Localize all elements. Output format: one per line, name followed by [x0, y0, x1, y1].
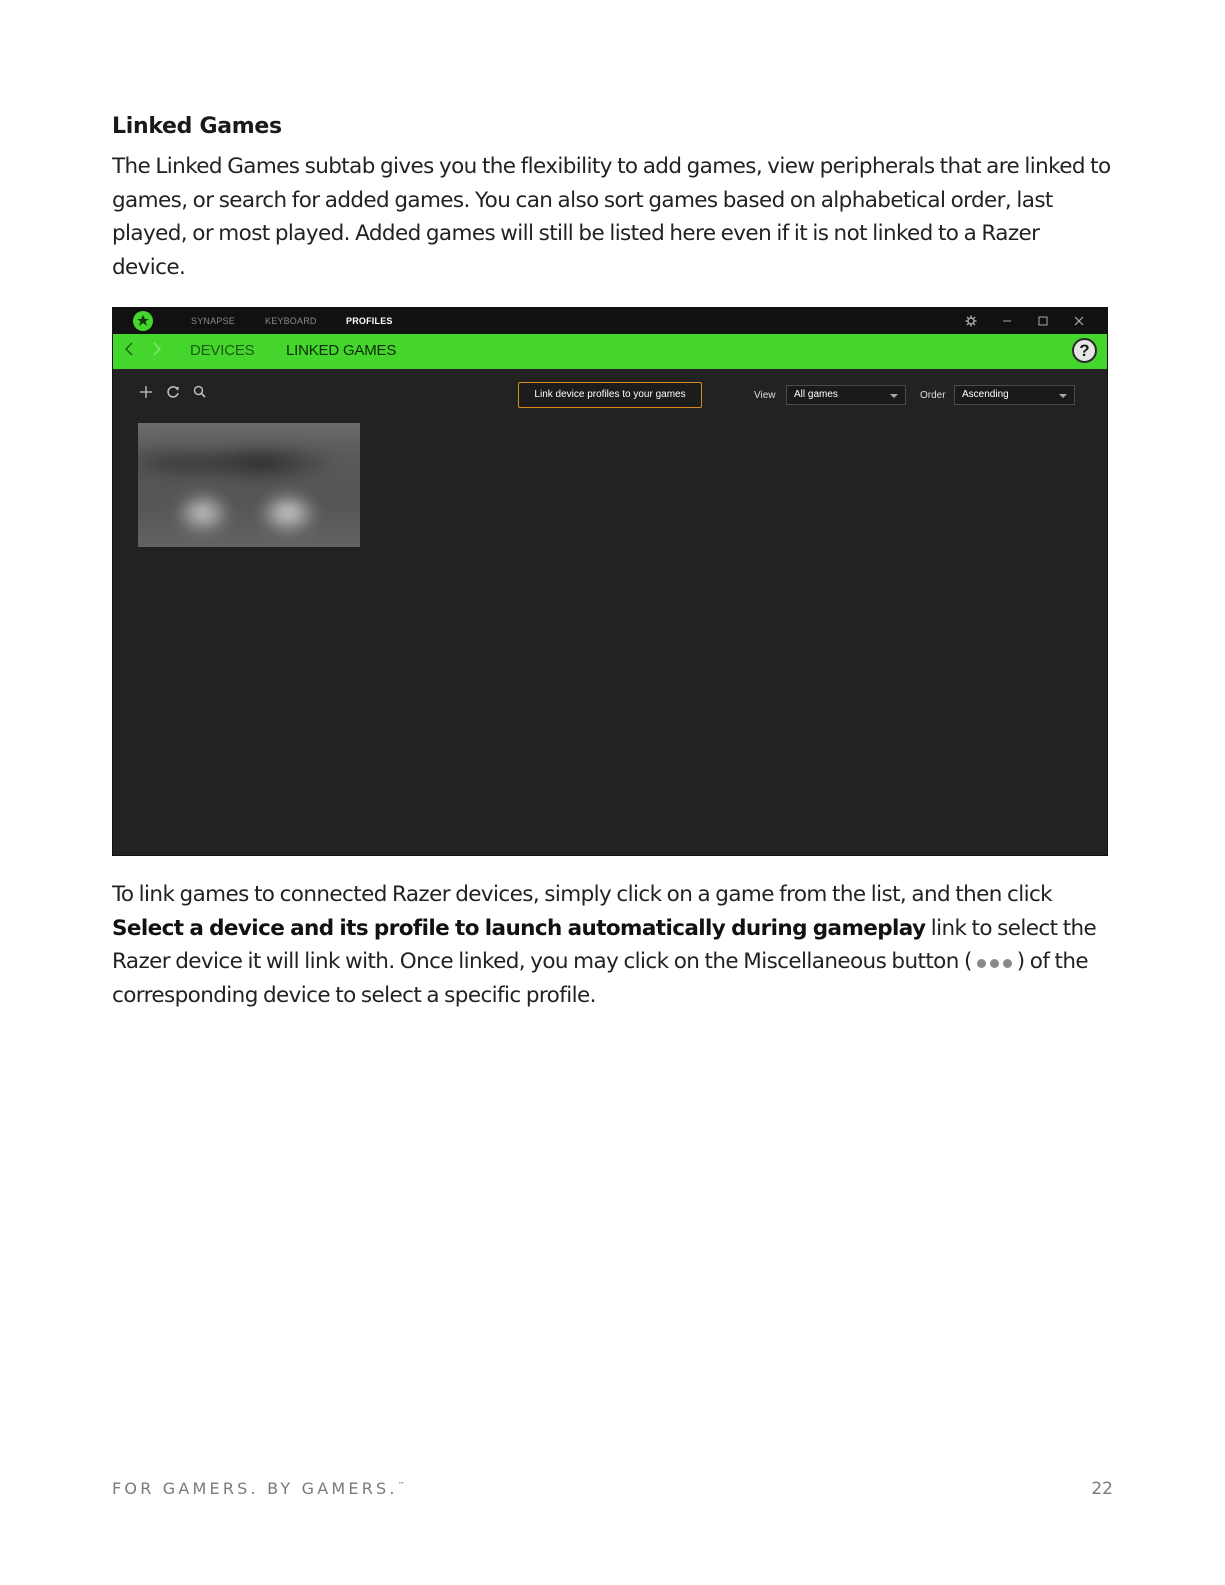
select-device-link-text: Select a device and its profile to launch automatically during gameplay: [112, 915, 926, 941]
help-icon[interactable]: ?: [1072, 338, 1097, 363]
footer-tagline-text: FOR GAMERS. BY GAMERS.: [112, 1479, 398, 1498]
app-titlebar: [113, 308, 1107, 334]
view-dropdown-value: All games: [794, 389, 838, 400]
linking-paragraph: [112, 878, 1112, 1012]
game-thumbnail-blurred: [138, 423, 360, 547]
subtab-devices[interactable]: DEVICES: [190, 342, 255, 359]
view-label: View: [754, 390, 776, 401]
topnav-keyboard[interactable]: KEYBOARD: [265, 316, 317, 326]
dropdown-caret-icon: [1059, 394, 1067, 398]
intro-paragraph: The Linked Games subtab gives you the flexibility to add games, view peripherals that are linked to games, or search for added games. You can also sort games based on alphabetical order, last played, or most played. Added games will still be listed here even if it is not linked to a Razer device.: [112, 154, 1111, 280]
gear-icon[interactable]: [963, 313, 979, 329]
para2-text-after: ) of the corresponding device to select a specific profile.: [112, 949, 1089, 1008]
trademark-symbol: ™: [397, 1481, 405, 1489]
link-device-profiles-button[interactable]: Link device profiles to your games: [518, 382, 702, 408]
view-dropdown[interactable]: [786, 385, 906, 405]
order-dropdown[interactable]: [954, 385, 1075, 405]
close-icon[interactable]: [1071, 313, 1087, 329]
search-icon[interactable]: [192, 384, 210, 402]
forward-arrow-icon[interactable]: [152, 340, 162, 363]
synapse-app-screenshot: [112, 307, 1108, 856]
page-number: 22: [1091, 1479, 1113, 1499]
dropdown-caret-icon: [890, 394, 898, 398]
add-icon[interactable]: [138, 384, 156, 402]
subtab-linked-games[interactable]: LINKED GAMES: [286, 342, 397, 359]
para2-text-before: To link games to connected Razer devices, simply click on a game from the list, and then click: [112, 882, 1053, 907]
para2-text-middle: link to select the Razer device it will link with. Once linked, you may click on the Miscellaneous button (: [112, 915, 1097, 974]
razer-logo-icon[interactable]: [133, 311, 153, 331]
refresh-icon[interactable]: [165, 384, 183, 402]
topnav-synapse[interactable]: SYNAPSE: [191, 316, 235, 326]
minimize-icon[interactable]: [999, 313, 1015, 329]
game-tile[interactable]: [138, 423, 360, 547]
order-dropdown-value: Ascending: [962, 389, 1009, 400]
miscellaneous-dots-icon: [975, 945, 1014, 979]
subtab-bar: [113, 334, 1107, 369]
maximize-icon[interactable]: [1035, 313, 1051, 329]
order-label: Order: [920, 390, 946, 401]
back-arrow-icon[interactable]: [124, 340, 134, 363]
topnav-profiles[interactable]: PROFILES: [346, 316, 393, 326]
footer-tagline: [112, 1479, 405, 1498]
section-heading: Linked Games: [112, 114, 282, 139]
